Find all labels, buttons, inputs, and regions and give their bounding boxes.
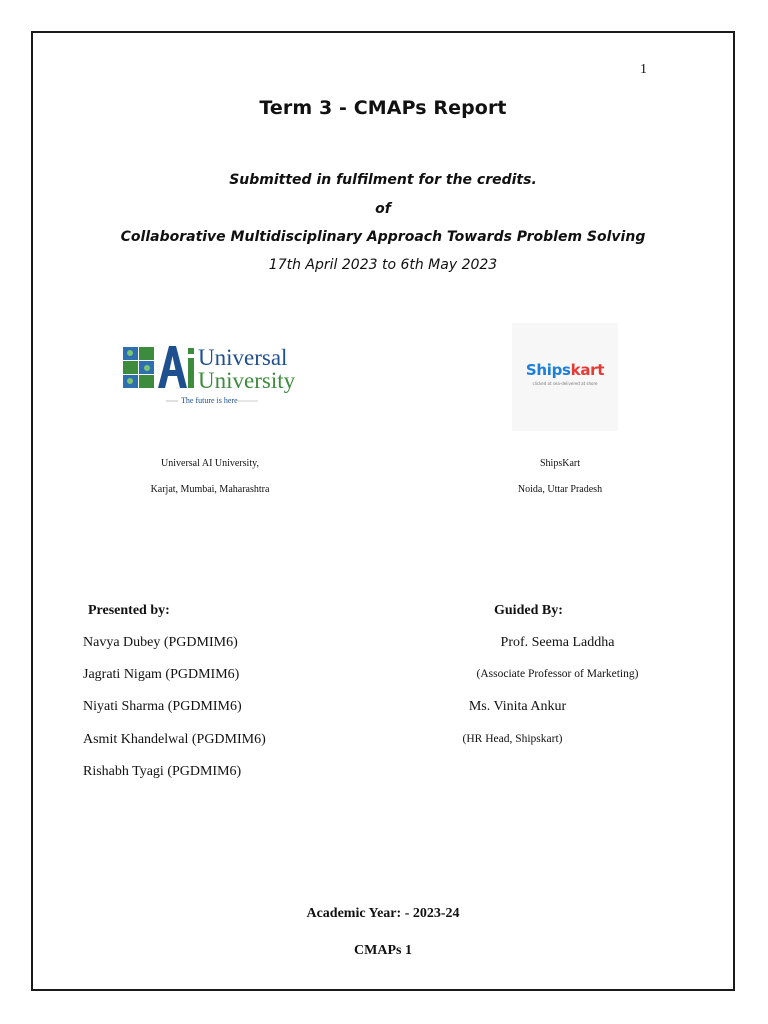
university-name: Universal AI University, (161, 458, 259, 469)
report-dates: 17th April 2023 to 6th May 2023 (268, 257, 498, 273)
universal-ai-university-logo (120, 344, 310, 408)
guide-name: Prof. Seema Laddha (500, 635, 615, 650)
company-location: Noida, Uttar Pradesh (517, 484, 603, 495)
shipskart-logo (512, 323, 618, 431)
shipskart-wordmark-ships: Ships (525, 361, 571, 379)
guided-by-heading: Guided By: (494, 603, 563, 618)
ai-letters-icon (158, 346, 194, 388)
guide-role: (Associate Professor of Marketing) (476, 668, 639, 680)
presenter-name: Jagrati Nigam (PGDMIM6) (83, 667, 240, 682)
university-tagline: The future is here (181, 396, 238, 405)
guide-name: Ms. Vinita Ankur (468, 699, 567, 714)
submission-line: Submitted in fulfilment for the credits. (229, 172, 537, 188)
presenter-name: Niyati Sharma (PGDMIM6) (83, 699, 242, 714)
academic-year: Academic Year: - 2023-24 (306, 906, 460, 921)
company-name: ShipsKart (540, 458, 580, 469)
presented-by-heading: Presented by: (88, 603, 170, 618)
shipskart-wordmark (512, 361, 618, 379)
shipskart-wordmark-kart: kart (570, 361, 605, 379)
page-number: 1 (640, 62, 647, 77)
report-title: Term 3 - CMAPs Report (259, 97, 507, 119)
course-code: CMAPs 1 (354, 943, 412, 958)
shipskart-tagline: clicked at sea-delivered at shore (532, 381, 598, 386)
wordmark-university: University (198, 368, 296, 393)
presenter-name: Asmit Khandelwal (PGDMIM6) (83, 732, 266, 747)
presenter-name: Rishabh Tyagi (PGDMIM6) (83, 764, 242, 779)
course-full-name: Collaborative Multidisciplinary Approach Towards Problem Solving (120, 229, 646, 245)
university-location: Karjat, Mumbai, Maharashtra (150, 484, 270, 495)
submission-of: of (375, 201, 391, 217)
guide-role: (HR Head, Shipskart) (462, 733, 563, 745)
wordmark-universal: Universal (198, 345, 288, 370)
presenter-name: Navya Dubey (PGDMIM6) (83, 635, 238, 650)
globe-grid-icon (123, 347, 154, 388)
